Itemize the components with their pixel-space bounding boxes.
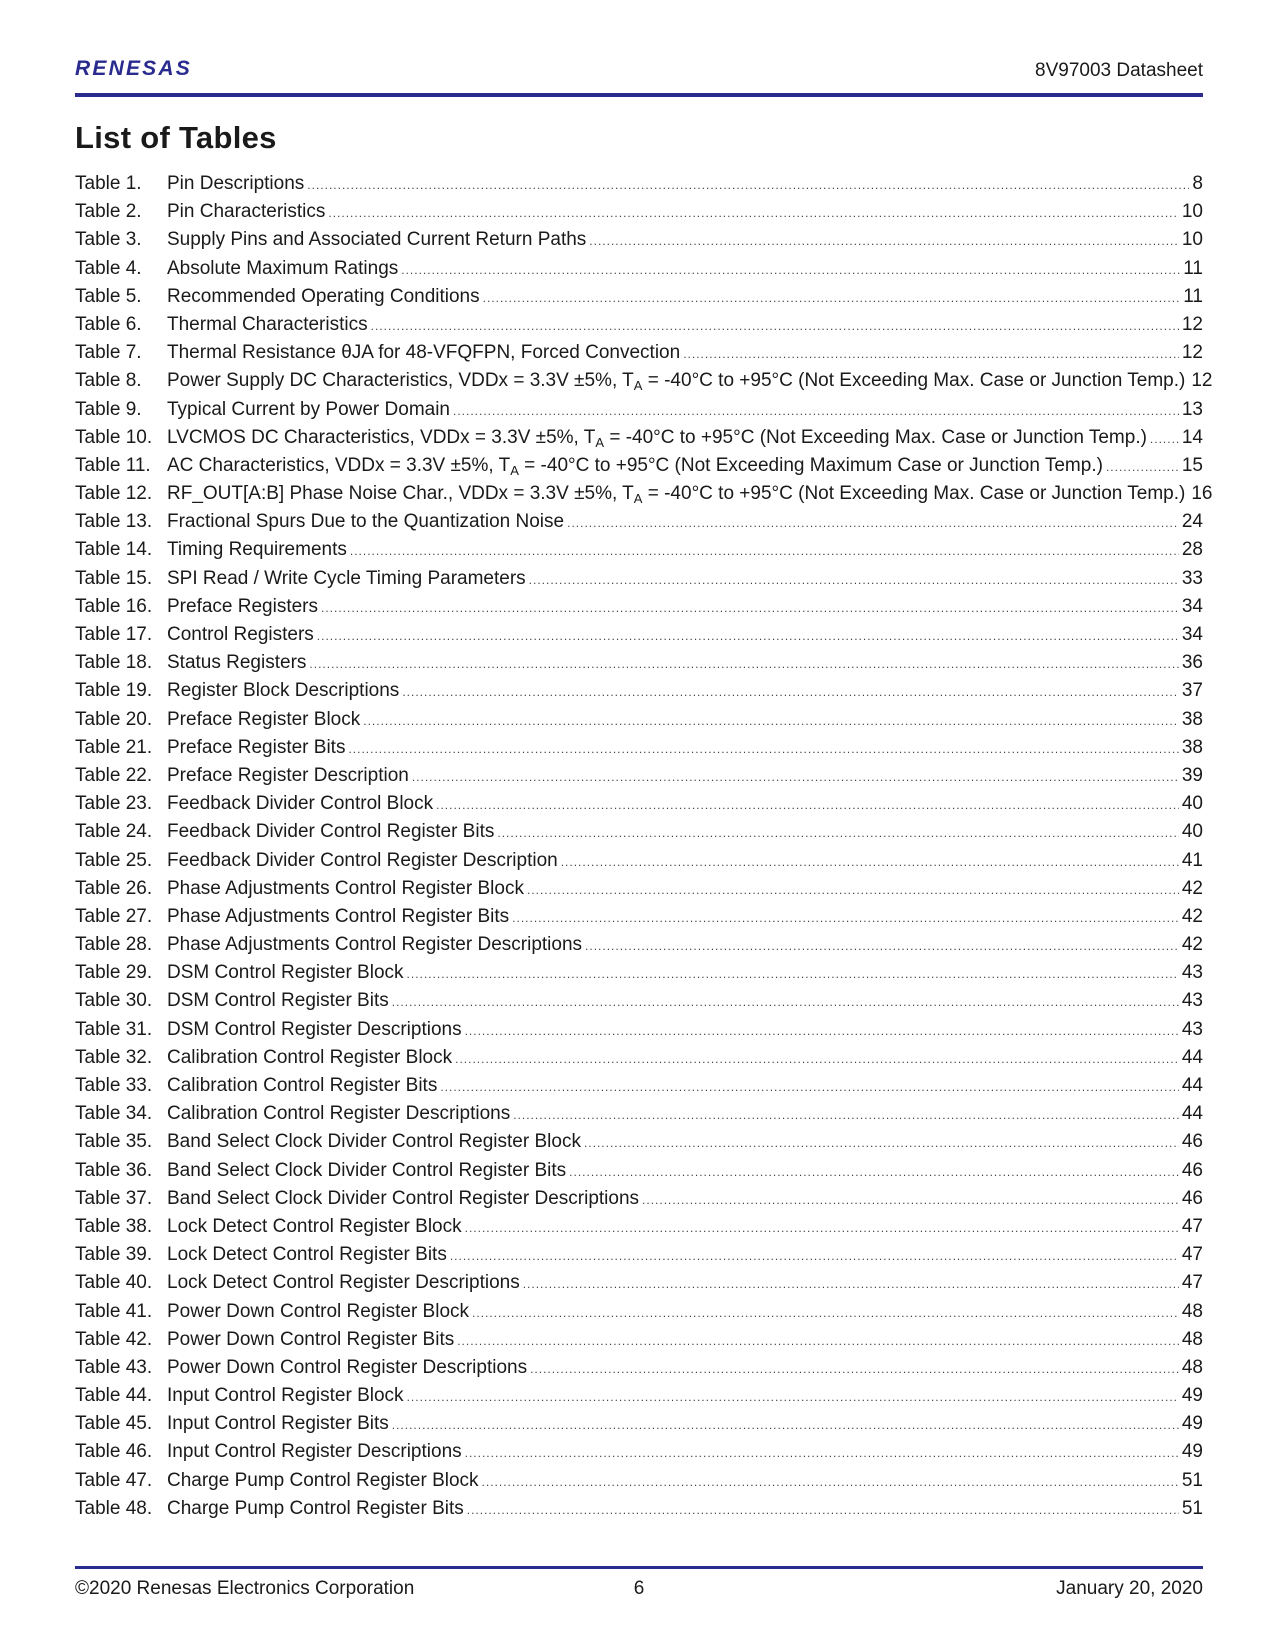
toc-entry[interactable] bbox=[75, 311, 1203, 339]
toc-entry-number: Table 28. bbox=[75, 934, 153, 956]
toc-entry[interactable] bbox=[75, 875, 1203, 903]
toc-entry-page: 46 bbox=[1181, 1187, 1203, 1209]
toc-entry-title: Control Registers bbox=[167, 624, 314, 645]
toc-entry-page: 40 bbox=[1181, 821, 1203, 843]
toc-entry-number: Table 1. bbox=[75, 173, 142, 194]
dot-leader bbox=[472, 1299, 1179, 1327]
toc-entry[interactable] bbox=[75, 452, 1203, 480]
toc-entry-number: Table 42. bbox=[75, 1328, 153, 1350]
dot-leader bbox=[457, 1327, 1179, 1355]
toc-entry-title: Register Block Descriptions bbox=[167, 680, 400, 702]
toc-entry-number: Table 5. bbox=[75, 285, 142, 307]
toc-entry-title: Calibration Control Register Block bbox=[167, 1046, 453, 1068]
toc-entry-page: 51 bbox=[1181, 1497, 1203, 1519]
toc-entry-title: SPI Read / Write Cycle Timing Parameters bbox=[167, 567, 526, 589]
toc-entry-page: 49 bbox=[1181, 1441, 1203, 1463]
page-title: List of Tables bbox=[75, 120, 277, 155]
toc-entry[interactable] bbox=[75, 706, 1203, 734]
toc-entry-title: Fractional Spurs Due to the Quantization Noise bbox=[167, 511, 565, 533]
dot-leader bbox=[589, 227, 1179, 255]
toc-entry-title: RF_OUT[A:B] Phase Noise Char., VDDx = 3.3V ±5%, $T_A = -40^\circ C$ to +95°C (Not Exceeding Max. Case or Junction Temp.) bbox=[167, 483, 1186, 507]
toc-entry-page: 16 bbox=[1191, 483, 1213, 505]
toc-entry-title: Input Control Register Block bbox=[167, 1385, 404, 1407]
toc-entry[interactable] bbox=[75, 593, 1203, 621]
toc-entry[interactable] bbox=[75, 1072, 1203, 1100]
toc-entry-number: Table 10. bbox=[75, 426, 153, 448]
toc-entry-page: 40 bbox=[1181, 793, 1203, 815]
toc-entry[interactable] bbox=[75, 255, 1203, 283]
toc-entry-title: Charge Pump Control Register Block bbox=[167, 1469, 479, 1491]
dot-leader bbox=[530, 1355, 1179, 1383]
toc-entry-number: Table 24. bbox=[75, 821, 153, 843]
toc-entry-page: 46 bbox=[1181, 1159, 1203, 1181]
dot-leader bbox=[683, 340, 1179, 368]
toc-entry-number: Table 48. bbox=[75, 1497, 153, 1519]
toc-entry-title: Phase Adjustments Control Register Block bbox=[167, 877, 524, 899]
dot-leader bbox=[584, 1129, 1179, 1157]
dot-leader bbox=[467, 1496, 1179, 1524]
toc-entry-number: Table 11. bbox=[75, 454, 151, 476]
dot-leader bbox=[371, 312, 1179, 340]
toc-entry-title: Lock Detect Control Register Block bbox=[167, 1215, 462, 1237]
toc-entry-title: Supply Pins and Associated Current Return Paths bbox=[167, 229, 587, 251]
toc-entry-page: 11 bbox=[1183, 257, 1203, 279]
toc-entry-page: 14 bbox=[1181, 426, 1203, 448]
dot-leader bbox=[497, 819, 1179, 847]
toc-entry-number: Table 15. bbox=[75, 567, 153, 589]
toc-entry[interactable] bbox=[75, 198, 1203, 226]
toc-entry[interactable] bbox=[75, 931, 1203, 959]
toc-entry-page: 47 bbox=[1181, 1244, 1203, 1266]
toc-entry[interactable] bbox=[75, 847, 1203, 875]
toc-entry[interactable] bbox=[75, 1467, 1203, 1495]
toc-entry-number: Table 12. bbox=[75, 483, 153, 505]
toc-entry-number: Table 40. bbox=[75, 1272, 153, 1294]
toc-entry[interactable] bbox=[75, 903, 1203, 931]
toc-entry[interactable] bbox=[75, 734, 1203, 762]
dot-leader bbox=[450, 1242, 1179, 1270]
dot-leader bbox=[328, 199, 1178, 227]
toc-entry[interactable] bbox=[75, 283, 1203, 311]
dot-leader bbox=[465, 1439, 1179, 1467]
toc-entry-title: Preface Register Block bbox=[167, 708, 361, 730]
toc-entry[interactable] bbox=[75, 536, 1203, 564]
toc-entry-page: 44 bbox=[1181, 1075, 1203, 1096]
toc-entry-number: Table 31. bbox=[75, 1018, 153, 1040]
dot-leader bbox=[317, 622, 1179, 650]
toc-entry[interactable] bbox=[75, 790, 1203, 818]
toc-entry[interactable] bbox=[75, 226, 1203, 254]
toc-entry-number: Table 38. bbox=[75, 1215, 153, 1237]
dot-leader bbox=[363, 707, 1179, 735]
toc-entry[interactable] bbox=[75, 508, 1203, 536]
toc-entry[interactable] bbox=[75, 1016, 1203, 1044]
toc-entry-number: Table 9. bbox=[75, 398, 142, 420]
toc-entry-number: Table 23. bbox=[75, 793, 153, 815]
toc-entry-number: Table 18. bbox=[75, 652, 153, 674]
dot-leader bbox=[527, 876, 1179, 904]
document-title: 8V97003 Datasheet bbox=[1035, 60, 1203, 81]
toc-entry-page: 48 bbox=[1181, 1300, 1203, 1322]
toc-entry-page: 47 bbox=[1181, 1215, 1203, 1237]
toc-entry-title: DSM Control Register Bits bbox=[167, 990, 389, 1012]
toc-entry[interactable] bbox=[75, 677, 1203, 705]
toc-entry-title: AC Characteristics, VDDx = 3.3V ±5%, $T_A = -40^\circ C$ to +95°C (Not Exceeding Maximum Case or Junction Temp.) bbox=[167, 454, 1103, 478]
toc-entry-number: Table 21. bbox=[75, 736, 153, 758]
header-divider bbox=[75, 93, 1203, 97]
toc-entry[interactable] bbox=[75, 649, 1203, 677]
dot-leader bbox=[513, 1101, 1179, 1129]
toc-entry-title: Input Control Register Bits bbox=[167, 1413, 389, 1435]
toc-entry-title: Phase Adjustments Control Register Bits bbox=[167, 905, 510, 927]
toc-entry[interactable] bbox=[75, 818, 1203, 846]
toc-entry-page: 37 bbox=[1181, 680, 1203, 702]
toc-entry-number: Table 46. bbox=[75, 1441, 153, 1463]
dot-leader bbox=[642, 1186, 1179, 1214]
toc-entry-number: Table 45. bbox=[75, 1413, 153, 1435]
toc-entry-number: Table 35. bbox=[75, 1131, 153, 1153]
toc-entry-number: Table 29. bbox=[75, 962, 153, 984]
toc-entry[interactable] bbox=[75, 480, 1213, 508]
dot-leader bbox=[585, 932, 1179, 960]
toc-entry[interactable] bbox=[75, 339, 1203, 367]
toc-entry-title: Phase Adjustments Control Register Descriptions bbox=[167, 934, 583, 956]
toc-entry[interactable] bbox=[75, 1157, 1203, 1185]
toc-entry-number: Table 39. bbox=[75, 1244, 153, 1266]
toc-entry-title: Feedback Divider Control Register Description bbox=[167, 849, 558, 871]
toc-entry-number: Table 41. bbox=[75, 1300, 153, 1322]
toc-entry-number: Table 47. bbox=[75, 1469, 153, 1491]
dot-leader bbox=[567, 509, 1179, 537]
toc-entry-number: Table 44. bbox=[75, 1385, 153, 1407]
toc-entry-title: Feedback Divider Control Block bbox=[167, 793, 434, 815]
toc-entry-page: 43 bbox=[1181, 1018, 1203, 1040]
toc-entry-number: Table 14. bbox=[75, 539, 153, 561]
toc-entry-title: Power Down Control Register Descriptions bbox=[167, 1356, 528, 1378]
toc-entry[interactable] bbox=[75, 396, 1203, 424]
toc-entry[interactable] bbox=[75, 565, 1203, 593]
toc-entry-title: Status Registers bbox=[167, 652, 307, 674]
toc-entry-title: Lock Detect Control Register Bits bbox=[167, 1244, 447, 1266]
toc-entry-title: DSM Control Register Descriptions bbox=[167, 1018, 462, 1040]
list-of-tables bbox=[75, 170, 1213, 1523]
toc-entry-number: Table 16. bbox=[75, 595, 153, 617]
toc-entry-page: 48 bbox=[1181, 1328, 1203, 1350]
toc-entry-title: Pin Characteristics bbox=[167, 201, 326, 223]
toc-entry-number: Table 32. bbox=[75, 1046, 153, 1068]
toc-entry-number: Table 26. bbox=[75, 877, 153, 899]
toc-entry-number: Table 7. bbox=[75, 342, 142, 364]
toc-entry-page: 42 bbox=[1181, 934, 1203, 956]
toc-entry[interactable] bbox=[75, 1495, 1203, 1523]
toc-entry-number: Table 3. bbox=[75, 229, 142, 251]
toc-entry[interactable] bbox=[75, 959, 1203, 987]
dot-leader bbox=[529, 566, 1179, 594]
page-header bbox=[75, 52, 1203, 94]
toc-entry-title: Band Select Clock Divider Control Register Bits bbox=[167, 1159, 567, 1181]
toc-entry-page: 11 bbox=[1183, 285, 1203, 307]
toc-entry[interactable] bbox=[75, 1241, 1203, 1269]
toc-entry-page: 42 bbox=[1181, 877, 1203, 899]
toc-entry-title: Power Supply DC Characteristics, VDDx = 3.3V ±5%, $T_A = -40^\circ C$ to +95°C (Not Exceeding Max. Case or Junction Temp.) bbox=[167, 370, 1186, 394]
toc-entry-page: 38 bbox=[1181, 736, 1203, 758]
toc-entry-title: Lock Detect Control Register Descriptions bbox=[167, 1272, 520, 1294]
toc-entry-page: 24 bbox=[1181, 511, 1203, 533]
dot-leader bbox=[440, 1073, 1179, 1101]
toc-entry-number: Table 2. bbox=[75, 201, 142, 223]
toc-entry-title: Pin Descriptions bbox=[167, 173, 305, 194]
dot-leader bbox=[561, 848, 1179, 876]
dot-leader bbox=[309, 650, 1178, 678]
toc-entry-title: Absolute Maximum Ratings bbox=[167, 257, 399, 279]
toc-entry-title: Preface Register Description bbox=[167, 764, 409, 786]
dot-leader bbox=[392, 988, 1179, 1016]
toc-entry-page: 33 bbox=[1181, 567, 1203, 589]
toc-entry-title: Feedback Divider Control Register Bits bbox=[167, 821, 495, 843]
toc-entry-number: Table 33. bbox=[75, 1075, 153, 1096]
toc-entry[interactable] bbox=[75, 1100, 1203, 1128]
toc-entry[interactable] bbox=[75, 1410, 1203, 1438]
toc-entry[interactable] bbox=[75, 987, 1203, 1015]
toc-entry-page: 38 bbox=[1181, 708, 1203, 730]
toc-entry-title: Preface Registers bbox=[167, 595, 319, 617]
toc-entry-title: Calibration Control Register Bits bbox=[167, 1075, 438, 1096]
toc-entry-page: 42 bbox=[1181, 905, 1203, 927]
toc-entry[interactable] bbox=[75, 1269, 1203, 1297]
toc-entry-number: Table 25. bbox=[75, 849, 153, 871]
toc-entry-title: Recommended Operating Conditions bbox=[167, 285, 480, 307]
toc-entry[interactable] bbox=[75, 1044, 1203, 1072]
toc-entry-number: Table 22. bbox=[75, 764, 153, 786]
footer-divider bbox=[75, 1566, 1203, 1569]
renesas-logo: RENESAS bbox=[75, 57, 192, 80]
toc-entry-page: 12 bbox=[1181, 342, 1203, 364]
toc-entry-title: LVCMOS DC Characteristics, VDDx = 3.3V ±5%, $T_A = -40^\circ C$ to +95°C (Not Exceeding Max. Case or Junction Temp.) bbox=[167, 426, 1147, 450]
dot-leader bbox=[321, 594, 1179, 622]
toc-entry-title: Power Down Control Register Block bbox=[167, 1300, 470, 1322]
page-footer bbox=[75, 1578, 1203, 1608]
toc-entry-page: 51 bbox=[1181, 1469, 1203, 1491]
toc-entry-page: 34 bbox=[1181, 595, 1203, 617]
toc-entry[interactable] bbox=[75, 621, 1203, 649]
toc-entry[interactable] bbox=[75, 1438, 1203, 1466]
toc-entry[interactable] bbox=[75, 170, 1203, 198]
toc-entry-page: 10 bbox=[1181, 229, 1203, 251]
toc-entry-page: 47 bbox=[1181, 1272, 1203, 1294]
toc-entry[interactable] bbox=[75, 1185, 1203, 1213]
dot-leader bbox=[512, 904, 1179, 932]
dot-leader bbox=[465, 1214, 1179, 1242]
page-number: 6 bbox=[633, 1578, 645, 1599]
toc-entry-page: 10 bbox=[1181, 201, 1203, 223]
toc-entry-page: 12 bbox=[1181, 313, 1203, 335]
toc-entry[interactable] bbox=[75, 424, 1203, 452]
toc-entry-title: Preface Register Bits bbox=[167, 736, 346, 758]
dot-leader bbox=[523, 1270, 1179, 1298]
toc-entry[interactable] bbox=[75, 1326, 1203, 1354]
dot-leader bbox=[402, 678, 1179, 706]
toc-entry-page: 15 bbox=[1181, 454, 1203, 476]
toc-entry-number: Table 6. bbox=[75, 313, 142, 335]
dot-leader bbox=[407, 1383, 1179, 1411]
toc-entry-number: Table 36. bbox=[75, 1159, 153, 1181]
dot-leader bbox=[348, 735, 1178, 763]
toc-entry-number: Table 37. bbox=[75, 1187, 153, 1209]
toc-entry-page: 44 bbox=[1181, 1046, 1203, 1068]
toc-entry-number: Table 4. bbox=[75, 257, 142, 279]
toc-entry-page: 43 bbox=[1181, 962, 1203, 984]
toc-entry[interactable] bbox=[75, 1213, 1203, 1241]
toc-entry[interactable] bbox=[75, 1128, 1203, 1156]
toc-entry[interactable] bbox=[75, 762, 1203, 790]
toc-entry[interactable] bbox=[75, 367, 1213, 395]
toc-entry-page: 39 bbox=[1181, 764, 1203, 786]
toc-entry-page: 49 bbox=[1181, 1413, 1203, 1435]
dot-leader bbox=[569, 1158, 1179, 1186]
toc-entry-number: Table 13. bbox=[75, 511, 153, 533]
toc-entry-page: 44 bbox=[1181, 1103, 1203, 1125]
publication-date: January 20, 2020 bbox=[1056, 1578, 1203, 1599]
toc-entry-page: 43 bbox=[1181, 990, 1203, 1012]
toc-entry-number: Table 30. bbox=[75, 990, 153, 1012]
toc-entry[interactable] bbox=[75, 1298, 1203, 1326]
toc-entry-number: Table 43. bbox=[75, 1356, 153, 1378]
dot-leader bbox=[483, 284, 1181, 312]
toc-entry-number: Table 8. bbox=[75, 370, 142, 392]
toc-entry-title: DSM Control Register Block bbox=[167, 962, 404, 984]
dot-leader bbox=[407, 960, 1179, 988]
dot-leader bbox=[350, 537, 1179, 565]
toc-entry-page: 49 bbox=[1181, 1385, 1203, 1407]
toc-entry-title: Typical Current by Power Domain bbox=[167, 398, 450, 420]
dot-leader bbox=[436, 791, 1179, 819]
toc-entry-number: Table 27. bbox=[75, 905, 153, 927]
toc-entry-page: 46 bbox=[1181, 1131, 1203, 1153]
dot-leader bbox=[401, 256, 1180, 284]
toc-entry[interactable] bbox=[75, 1354, 1203, 1382]
toc-entry-number: Table 20. bbox=[75, 708, 153, 730]
dot-leader bbox=[412, 763, 1179, 791]
dot-leader bbox=[307, 171, 1189, 199]
toc-entry-page: 13 bbox=[1181, 398, 1203, 420]
toc-entry-page: 12 bbox=[1191, 370, 1213, 392]
toc-entry-title: Timing Requirements bbox=[167, 539, 347, 561]
toc-entry-title: Thermal Resistance θJA for 48-VFQFPN, Forced Convection bbox=[167, 342, 681, 364]
toc-entry-title: Charge Pump Control Register Bits bbox=[167, 1497, 464, 1519]
dot-leader bbox=[392, 1411, 1179, 1439]
toc-entry-number: Table 17. bbox=[75, 624, 153, 645]
toc-entry-page: 34 bbox=[1181, 624, 1203, 645]
dot-leader bbox=[1150, 425, 1179, 453]
toc-entry-title: Band Select Clock Divider Control Register Descriptions bbox=[167, 1187, 640, 1209]
toc-entry-page: 41 bbox=[1181, 849, 1203, 871]
dot-leader bbox=[482, 1468, 1179, 1496]
toc-entry-title: Calibration Control Register Descriptions bbox=[167, 1103, 511, 1125]
copyright-text: ©2020 Renesas Electronics Corporation bbox=[75, 1578, 415, 1599]
toc-entry-page: 28 bbox=[1181, 539, 1203, 561]
dot-leader bbox=[453, 397, 1179, 425]
toc-entry-number: Table 19. bbox=[75, 680, 153, 702]
toc-entry-page: 8 bbox=[1192, 173, 1203, 194]
toc-entry-number: Table 34. bbox=[75, 1103, 153, 1125]
toc-entry-title: Power Down Control Register Bits bbox=[167, 1328, 455, 1350]
toc-entry-title: Band Select Clock Divider Control Register Block bbox=[167, 1131, 581, 1153]
dot-leader bbox=[465, 1017, 1179, 1045]
dot-leader bbox=[455, 1045, 1179, 1073]
toc-entry-title: Input Control Register Descriptions bbox=[167, 1441, 462, 1463]
toc-entry-title: Thermal Characteristics bbox=[167, 313, 368, 335]
toc-entry-page: 48 bbox=[1181, 1356, 1203, 1378]
dot-leader bbox=[1106, 453, 1179, 481]
toc-entry[interactable] bbox=[75, 1382, 1203, 1410]
toc-entry-page: 36 bbox=[1181, 652, 1203, 674]
